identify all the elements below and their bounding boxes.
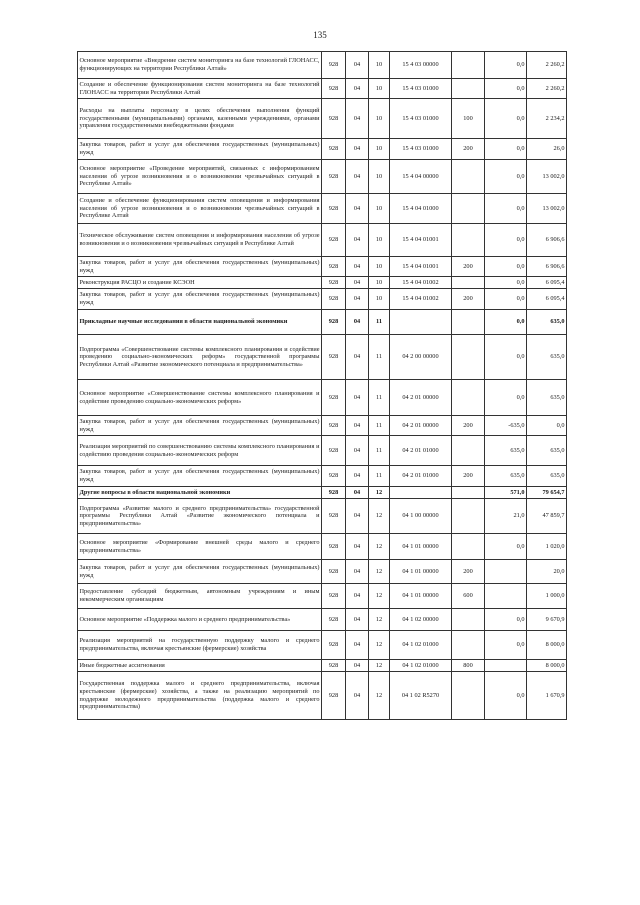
grbs-cell: 928 bbox=[322, 52, 346, 79]
change-amount-cell: 0,0 bbox=[485, 194, 527, 224]
total-amount-cell: 13 002,0 bbox=[527, 160, 567, 194]
expense-type-cell bbox=[452, 672, 485, 720]
expense-type-cell bbox=[452, 160, 485, 194]
subsection-cell: 12 bbox=[369, 660, 390, 672]
target-article-cell: 04 1 02 01000 bbox=[390, 660, 452, 672]
change-amount-cell: 0,0 bbox=[485, 609, 527, 631]
subsection-cell: 11 bbox=[369, 436, 390, 466]
subsection-cell: 10 bbox=[369, 289, 390, 310]
expense-type-cell: 200 bbox=[452, 289, 485, 310]
subsection-cell: 11 bbox=[369, 310, 390, 335]
target-article-cell: 04 2 01 00000 bbox=[390, 380, 452, 416]
target-article-cell bbox=[390, 310, 452, 335]
grbs-cell: 928 bbox=[322, 436, 346, 466]
target-article-cell: 04 1 02 00000 bbox=[390, 609, 452, 631]
target-article-cell: 15 4 04 01001 bbox=[390, 257, 452, 277]
subsection-cell: 10 bbox=[369, 277, 390, 289]
change-amount-cell: 0,0 bbox=[485, 224, 527, 257]
grbs-cell: 928 bbox=[322, 310, 346, 335]
table-row bbox=[78, 277, 567, 289]
grbs-cell: 928 bbox=[322, 289, 346, 310]
row-name-cell: Подпрограмма «Совершенствование системы комплексного планирования и содействие проведению социально-экономических реформ» государственной программы Республики Алтай «Развитие экономического потенциала и предпринимательства» bbox=[78, 335, 322, 380]
grbs-cell: 928 bbox=[322, 660, 346, 672]
change-amount-cell bbox=[485, 660, 527, 672]
expense-type-cell bbox=[452, 609, 485, 631]
change-amount-cell: 635,0 bbox=[485, 436, 527, 466]
total-amount-cell: 9 670,9 bbox=[527, 609, 567, 631]
change-amount-cell: 0,0 bbox=[485, 335, 527, 380]
target-article-cell: 04 2 01 01000 bbox=[390, 466, 452, 487]
change-amount-cell: 0,0 bbox=[485, 310, 527, 335]
expense-type-cell: 100 bbox=[452, 99, 485, 139]
expense-type-cell: 200 bbox=[452, 416, 485, 436]
expense-type-cell bbox=[452, 499, 485, 534]
expense-type-cell: 800 bbox=[452, 660, 485, 672]
subsection-cell: 10 bbox=[369, 52, 390, 79]
total-amount-cell: 8 000,0 bbox=[527, 660, 567, 672]
grbs-cell: 928 bbox=[322, 224, 346, 257]
table-row bbox=[78, 194, 567, 224]
row-name-cell: Закупка товаров, работ и услуг для обеспечения государственных (муниципальных) нужд bbox=[78, 466, 322, 487]
subsection-cell: 10 bbox=[369, 257, 390, 277]
section-cell: 04 bbox=[346, 660, 369, 672]
total-amount-cell: 79 654,7 bbox=[527, 487, 567, 499]
grbs-cell: 928 bbox=[322, 534, 346, 560]
total-amount-cell: 47 859,7 bbox=[527, 499, 567, 534]
target-article-cell: 15 4 03 00000 bbox=[390, 52, 452, 79]
subsection-cell: 12 bbox=[369, 499, 390, 534]
expense-type-cell: 200 bbox=[452, 139, 485, 160]
grbs-cell: 928 bbox=[322, 277, 346, 289]
target-article-cell: 15 4 04 01000 bbox=[390, 194, 452, 224]
page-number: 135 bbox=[313, 30, 327, 40]
table-row bbox=[78, 466, 567, 487]
row-name-cell: Расходы на выплаты персоналу в целях обеспечения выполнения функций государственными (муниципальными) органами, казенными учреждениями, органами управления государственными внебюджетными фондами bbox=[78, 99, 322, 139]
table-row bbox=[78, 534, 567, 560]
total-amount-cell: 635,0 bbox=[527, 436, 567, 466]
section-cell: 04 bbox=[346, 560, 369, 584]
total-amount-cell: 6 906,6 bbox=[527, 257, 567, 277]
row-name-cell: Реализация мероприятий на государственную поддержку малого и среднего предпринимательства, включая крестьянские (фермерские) хозяйства bbox=[78, 631, 322, 660]
target-article-cell: 04 2 00 00000 bbox=[390, 335, 452, 380]
table-row bbox=[78, 660, 567, 672]
expense-type-cell bbox=[452, 436, 485, 466]
table-body bbox=[78, 52, 567, 720]
subsection-cell: 12 bbox=[369, 560, 390, 584]
grbs-cell: 928 bbox=[322, 194, 346, 224]
section-cell: 04 bbox=[346, 436, 369, 466]
subsection-cell: 12 bbox=[369, 584, 390, 609]
expense-type-cell: 600 bbox=[452, 584, 485, 609]
total-amount-cell: 635,0 bbox=[527, 310, 567, 335]
total-amount-cell: 1 000,0 bbox=[527, 584, 567, 609]
row-name-cell: Основное мероприятие «Поддержка малого и среднего предпринимательства» bbox=[78, 609, 322, 631]
row-name-cell: Техническое обслуживание систем оповещения и информирования населения об угрозе возникновения и о возникновении чрезвычайных ситуаций в Республике Алтай bbox=[78, 224, 322, 257]
table-row bbox=[78, 487, 567, 499]
table-row bbox=[78, 160, 567, 194]
change-amount-cell: 0,0 bbox=[485, 277, 527, 289]
table-row bbox=[78, 672, 567, 720]
grbs-cell: 928 bbox=[322, 609, 346, 631]
row-name-cell: Закупка товаров, работ и услуг для обеспечения государственных (муниципальных) нужд bbox=[78, 139, 322, 160]
expense-type-cell bbox=[452, 52, 485, 79]
change-amount-cell: 0,0 bbox=[485, 289, 527, 310]
target-article-cell: 15 4 04 01002 bbox=[390, 289, 452, 310]
row-name-cell: Закупка товаров, работ и услуг для обеспечения государственных (муниципальных) нужд bbox=[78, 289, 322, 310]
expense-type-cell bbox=[452, 380, 485, 416]
subsection-cell: 12 bbox=[369, 487, 390, 499]
expense-type-cell bbox=[452, 631, 485, 660]
total-amount-cell: 6 095,4 bbox=[527, 289, 567, 310]
target-article-cell: 15 4 03 01000 bbox=[390, 99, 452, 139]
row-name-cell: Прикладные научные исследования в области национальной экономики bbox=[78, 310, 322, 335]
expense-type-cell: 200 bbox=[452, 257, 485, 277]
target-article-cell: 04 2 01 00000 bbox=[390, 416, 452, 436]
section-cell: 04 bbox=[346, 52, 369, 79]
expense-type-cell bbox=[452, 335, 485, 380]
grbs-cell: 928 bbox=[322, 466, 346, 487]
total-amount-cell: 2 234,2 bbox=[527, 99, 567, 139]
row-name-cell: Другие вопросы в области национальной экономики bbox=[78, 487, 322, 499]
table-row bbox=[78, 310, 567, 335]
expense-type-cell: 200 bbox=[452, 466, 485, 487]
table-row bbox=[78, 416, 567, 436]
total-amount-cell: 635,0 bbox=[527, 380, 567, 416]
table-row bbox=[78, 436, 567, 466]
row-name-cell: Создание и обеспечение функционирования систем оповещения и информирования населения об угрозе возникновения и о возникновении чрезвычайных ситуаций в Республике Алтай bbox=[78, 194, 322, 224]
table-row bbox=[78, 99, 567, 139]
section-cell: 04 bbox=[346, 139, 369, 160]
target-article-cell: 15 4 03 01000 bbox=[390, 139, 452, 160]
target-article-cell: 15 4 04 00000 bbox=[390, 160, 452, 194]
row-name-cell: Основное мероприятие «Формирование внешней среды малого и среднего предпринимательства» bbox=[78, 534, 322, 560]
row-name-cell: Создание и обеспечение функционирования систем мониторинга на базе технологий ГЛОНАСС на территории Республики Алтай bbox=[78, 79, 322, 99]
row-name-cell: Иные бюджетные ассигнования bbox=[78, 660, 322, 672]
subsection-cell: 12 bbox=[369, 672, 390, 720]
grbs-cell: 928 bbox=[322, 560, 346, 584]
subsection-cell: 10 bbox=[369, 224, 390, 257]
table-row bbox=[78, 609, 567, 631]
table-row bbox=[78, 79, 567, 99]
row-name-cell: Реконструкция РАСЦО и создание КСЭОН bbox=[78, 277, 322, 289]
grbs-cell: 928 bbox=[322, 416, 346, 436]
total-amount-cell: 1 020,0 bbox=[527, 534, 567, 560]
total-amount-cell: 0,0 bbox=[527, 416, 567, 436]
row-name-cell: Закупка товаров, работ и услуг для обеспечения государственных (муниципальных) нужд bbox=[78, 257, 322, 277]
section-cell: 04 bbox=[346, 99, 369, 139]
total-amount-cell: 26,0 bbox=[527, 139, 567, 160]
section-cell: 04 bbox=[346, 257, 369, 277]
grbs-cell: 928 bbox=[322, 79, 346, 99]
row-name-cell: Реализация мероприятий по совершенствованию системы комплексного планирования и содействию проведения социально-экономических реформ bbox=[78, 436, 322, 466]
section-cell: 04 bbox=[346, 79, 369, 99]
grbs-cell: 928 bbox=[322, 380, 346, 416]
budget-table bbox=[77, 51, 567, 720]
row-name-cell: Основное мероприятие «Совершенствование системы комплексного планирования и содействие проведению социально-экономических реформ» bbox=[78, 380, 322, 416]
grbs-cell: 928 bbox=[322, 499, 346, 534]
expense-type-cell bbox=[452, 310, 485, 335]
grbs-cell: 928 bbox=[322, 584, 346, 609]
section-cell: 04 bbox=[346, 534, 369, 560]
change-amount-cell: 0,0 bbox=[485, 631, 527, 660]
table-row bbox=[78, 560, 567, 584]
grbs-cell: 928 bbox=[322, 631, 346, 660]
section-cell: 04 bbox=[346, 194, 369, 224]
total-amount-cell: 6 095,4 bbox=[527, 277, 567, 289]
target-article-cell: 04 1 00 00000 bbox=[390, 499, 452, 534]
subsection-cell: 11 bbox=[369, 466, 390, 487]
section-cell: 04 bbox=[346, 672, 369, 720]
section-cell: 04 bbox=[346, 416, 369, 436]
subsection-cell: 12 bbox=[369, 534, 390, 560]
change-amount-cell: -635,0 bbox=[485, 416, 527, 436]
table-row bbox=[78, 224, 567, 257]
change-amount-cell: 0,0 bbox=[485, 139, 527, 160]
grbs-cell: 928 bbox=[322, 335, 346, 380]
section-cell: 04 bbox=[346, 466, 369, 487]
section-cell: 04 bbox=[346, 310, 369, 335]
change-amount-cell bbox=[485, 560, 527, 584]
grbs-cell: 928 bbox=[322, 99, 346, 139]
total-amount-cell: 6 906,6 bbox=[527, 224, 567, 257]
change-amount-cell: 21,0 bbox=[485, 499, 527, 534]
section-cell: 04 bbox=[346, 499, 369, 534]
section-cell: 04 bbox=[346, 277, 369, 289]
table-row bbox=[78, 380, 567, 416]
target-article-cell: 04 1 02 R5270 bbox=[390, 672, 452, 720]
table-row bbox=[78, 289, 567, 310]
subsection-cell: 11 bbox=[369, 380, 390, 416]
expense-type-cell bbox=[452, 194, 485, 224]
grbs-cell: 928 bbox=[322, 487, 346, 499]
section-cell: 04 bbox=[346, 335, 369, 380]
section-cell: 04 bbox=[346, 631, 369, 660]
subsection-cell: 10 bbox=[369, 160, 390, 194]
total-amount-cell: 635,0 bbox=[527, 335, 567, 380]
total-amount-cell: 13 002,0 bbox=[527, 194, 567, 224]
table-row bbox=[78, 631, 567, 660]
subsection-cell: 10 bbox=[369, 99, 390, 139]
table-row bbox=[78, 584, 567, 609]
target-article-cell: 04 1 02 01000 bbox=[390, 631, 452, 660]
subsection-cell: 11 bbox=[369, 335, 390, 380]
table-row bbox=[78, 499, 567, 534]
table-row bbox=[78, 52, 567, 79]
expense-type-cell bbox=[452, 79, 485, 99]
section-cell: 04 bbox=[346, 160, 369, 194]
subsection-cell: 10 bbox=[369, 194, 390, 224]
target-article-cell: 04 1 01 00000 bbox=[390, 534, 452, 560]
expense-type-cell bbox=[452, 224, 485, 257]
row-name-cell: Предоставление субсидий бюджетным, автономным учреждениям и иным некоммерческим организациям bbox=[78, 584, 322, 609]
row-name-cell: Подпрограмма «Развитие малого и среднего предпринимательства» государственной программы Республики Алтай «Развитие экономического потенциала и предпринимательства» bbox=[78, 499, 322, 534]
total-amount-cell: 2 260,2 bbox=[527, 79, 567, 99]
row-name-cell: Основное мероприятие «Проведение мероприятий, связанных с информированием населения об угрозе возникновения и о возникновении чрезвычайных ситуаций в Республике Алтай» bbox=[78, 160, 322, 194]
grbs-cell: 928 bbox=[322, 672, 346, 720]
expense-type-cell bbox=[452, 534, 485, 560]
subsection-cell: 10 bbox=[369, 139, 390, 160]
change-amount-cell: 571,0 bbox=[485, 487, 527, 499]
row-name-cell: Основное мероприятие «Внедрение систем мониторинга на базе технологий ГЛОНАСС, функционирующих на территории Республики Алтай» bbox=[78, 52, 322, 79]
change-amount-cell: 0,0 bbox=[485, 160, 527, 194]
section-cell: 04 bbox=[346, 289, 369, 310]
section-cell: 04 bbox=[346, 609, 369, 631]
target-article-cell: 15 4 04 01002 bbox=[390, 277, 452, 289]
target-article-cell: 15 4 04 01001 bbox=[390, 224, 452, 257]
change-amount-cell: 0,0 bbox=[485, 672, 527, 720]
grbs-cell: 928 bbox=[322, 139, 346, 160]
subsection-cell: 12 bbox=[369, 631, 390, 660]
change-amount-cell: 0,0 bbox=[485, 257, 527, 277]
total-amount-cell: 635,0 bbox=[527, 466, 567, 487]
change-amount-cell bbox=[485, 584, 527, 609]
change-amount-cell: 0,0 bbox=[485, 52, 527, 79]
section-cell: 04 bbox=[346, 584, 369, 609]
table-row bbox=[78, 335, 567, 380]
row-name-cell: Государственная поддержка малого и среднего предпринимательства, включая крестьянские (фермерские) хозяйства, а также на реализацию мероприятий по поддержке молодежного предпринимательства (поддержка малого и среднего предпринимательства) bbox=[78, 672, 322, 720]
total-amount-cell: 1 670,9 bbox=[527, 672, 567, 720]
row-name-cell: Закупка товаров, работ и услуг для обеспечения государственных (муниципальных) нужд bbox=[78, 416, 322, 436]
row-name-cell: Закупка товаров, работ и услуг для обеспечения государственных (муниципальных) нужд bbox=[78, 560, 322, 584]
total-amount-cell: 8 000,0 bbox=[527, 631, 567, 660]
change-amount-cell: 0,0 bbox=[485, 79, 527, 99]
total-amount-cell: 20,0 bbox=[527, 560, 567, 584]
section-cell: 04 bbox=[346, 487, 369, 499]
section-cell: 04 bbox=[346, 380, 369, 416]
expense-type-cell: 200 bbox=[452, 560, 485, 584]
target-article-cell: 15 4 03 01000 bbox=[390, 79, 452, 99]
subsection-cell: 11 bbox=[369, 416, 390, 436]
grbs-cell: 928 bbox=[322, 257, 346, 277]
target-article-cell: 04 1 01 00000 bbox=[390, 560, 452, 584]
table-row bbox=[78, 257, 567, 277]
change-amount-cell: 635,0 bbox=[485, 466, 527, 487]
section-cell: 04 bbox=[346, 224, 369, 257]
subsection-cell: 10 bbox=[369, 79, 390, 99]
target-article-cell bbox=[390, 487, 452, 499]
subsection-cell: 12 bbox=[369, 609, 390, 631]
target-article-cell: 04 2 01 01000 bbox=[390, 436, 452, 466]
change-amount-cell: 0,0 bbox=[485, 99, 527, 139]
expense-type-cell bbox=[452, 487, 485, 499]
change-amount-cell: 0,0 bbox=[485, 380, 527, 416]
expense-type-cell bbox=[452, 277, 485, 289]
target-article-cell: 04 1 01 00000 bbox=[390, 584, 452, 609]
change-amount-cell: 0,0 bbox=[485, 534, 527, 560]
grbs-cell: 928 bbox=[322, 160, 346, 194]
total-amount-cell: 2 260,2 bbox=[527, 52, 567, 79]
table-row bbox=[78, 139, 567, 160]
